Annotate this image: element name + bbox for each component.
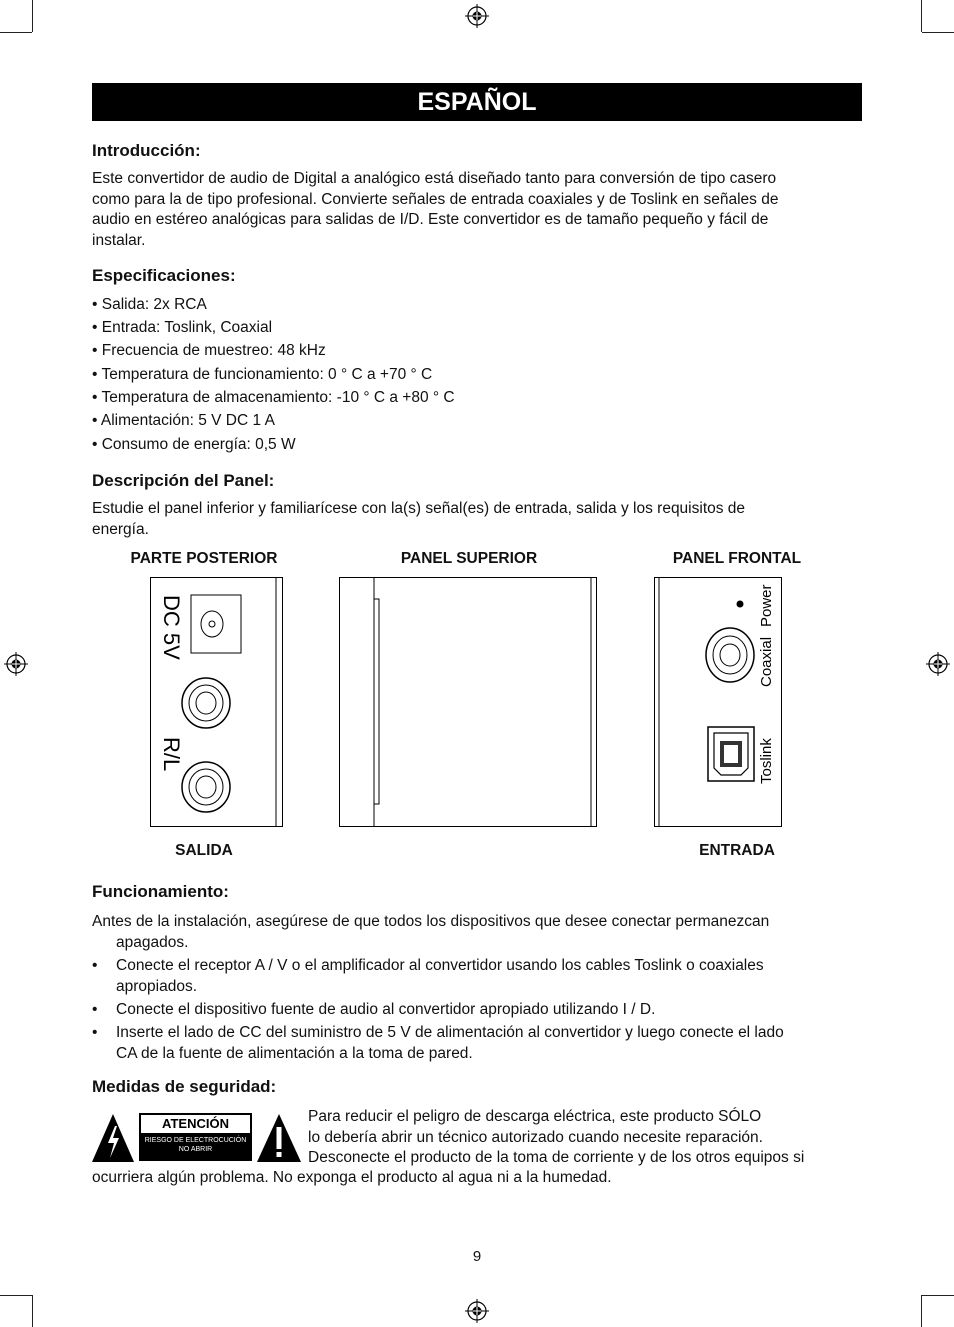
crop-mark <box>0 1295 32 1296</box>
spec-item: • Temperatura de funcionamiento: 0 ° C a +70 ° C <box>92 366 433 383</box>
specs-heading: Especificaciones: <box>92 266 236 285</box>
crop-mark <box>32 1295 33 1327</box>
front-panel-label: PANEL FRONTAL <box>672 550 802 567</box>
intro-line: instalar. <box>92 231 146 249</box>
language-banner: ESPAÑOL <box>92 83 862 121</box>
crop-mark <box>921 1295 922 1327</box>
safety-paragraph <box>308 1107 868 1169</box>
crop-mark <box>0 32 32 33</box>
registration-mark-icon <box>4 652 28 676</box>
safety-last-line: ocurriera algún problema. No exponga el producto al agua ni a la humedad. <box>92 1169 612 1186</box>
exclamation-warning-icon <box>256 1113 302 1163</box>
coaxial-mark: Coaxial <box>758 636 775 687</box>
safety-line: Para reducir el peligro de descarga eléctrica, este producto SÓLO <box>308 1108 762 1125</box>
page-number: 9 <box>472 1248 482 1265</box>
registration-mark-icon <box>926 652 950 676</box>
panel-paragraph <box>92 499 862 540</box>
safety-heading: Medidas de seguridad: <box>92 1077 277 1096</box>
panel-line: energía. <box>92 520 149 538</box>
dc-input-mark: DC 5V <box>159 595 184 660</box>
operation-intro <box>92 911 862 953</box>
intro-paragraph <box>92 169 862 251</box>
power-led-icon <box>737 601 744 608</box>
spec-item: • Salida: 2x RCA <box>92 296 207 313</box>
front-panel-diagram <box>654 577 784 828</box>
crop-mark <box>921 0 922 32</box>
bullet-mark: • <box>92 1024 98 1041</box>
spec-item: • Entrada: Toslink, Coaxial <box>92 319 273 336</box>
power-mark: Power <box>758 584 775 627</box>
bullet-line: apropiados. <box>116 978 198 995</box>
registration-mark-icon <box>465 1299 489 1323</box>
intro-line: Este convertidor de audio de Digital a analógico está diseñado tanto para conversión de tipo casero <box>92 170 777 187</box>
crop-mark <box>922 1295 954 1296</box>
toslink-mark: Toslink <box>758 738 775 784</box>
bullet-mark: • <box>92 957 98 974</box>
bullet-mark: • <box>92 1001 98 1018</box>
crop-mark <box>922 32 954 33</box>
intro-line: audio en estéreo analógicas para salidas de I/D. Este convertidor es de tamaño pequeño y fácil de <box>92 211 769 228</box>
bullet-line: Inserte el lado de CC del suministro de 5 V de alimentación al convertidor y luego conecte el lado <box>116 1024 784 1041</box>
top-panel-label: PANEL SUPERIOR <box>400 550 538 567</box>
input-label: ENTRADA <box>699 842 775 859</box>
rear-panel-label: PARTE POSTERIOR <box>130 550 278 567</box>
operation-bullet <box>92 1022 862 1064</box>
caution-label-box <box>139 1113 252 1161</box>
lightning-warning-icon <box>91 1113 135 1163</box>
registration-mark-icon <box>465 4 489 28</box>
spec-item: • Temperatura de almacenamiento: -10 ° C a +80 ° C <box>92 389 455 406</box>
spec-item: • Consumo de energía: 0,5 W <box>92 436 296 453</box>
safety-line: Desconecte el producto de la toma de corriente y de los otros equipos si <box>308 1149 805 1166</box>
bullet-line: Conecte el receptor A / V o el amplificador al convertidor usando los cables Toslink o coaxiales <box>116 957 764 974</box>
rl-output-mark: R/L <box>159 737 184 772</box>
output-label: SALIDA <box>175 842 233 859</box>
bullet-line: Conecte el dispositivo fuente de audio al convertidor apropiado utilizando I / D. <box>116 1001 656 1018</box>
bullet-line: CA de la fuente de alimentación a la toma de pared. <box>116 1045 473 1062</box>
caution-subtitle: RIESGO DE ELECTROCUCIÓN <box>144 1137 247 1144</box>
operation-intro-line: Antes de la instalación, asegúrese de que todos los dispositivos que desee conectar permanezcan <box>92 913 770 930</box>
panel-heading: Descripción del Panel: <box>92 471 275 490</box>
operation-intro-line: apagados. <box>116 934 189 951</box>
panel-line: Estudie el panel inferior y familiarícese con la(s) señal(es) de entrada, salida y los requisitos de <box>92 500 746 517</box>
top-panel-diagram <box>339 577 599 828</box>
operation-heading: Funcionamiento: <box>92 882 229 901</box>
intro-heading: Introducción: <box>92 141 201 160</box>
operation-bullet <box>92 999 862 1020</box>
intro-line: como para la de tipo profesional. Convierte señales de entrada coaxiales y de Toslink en señales de <box>92 190 779 208</box>
spec-item: • Frecuencia de muestreo: 48 kHz <box>92 342 326 359</box>
operation-bullet <box>92 955 862 997</box>
caution-subtitle: NO ABRIR <box>178 1146 213 1153</box>
safety-line: lo debería abrir un técnico autorizado cuando necesite reparación. <box>308 1128 763 1146</box>
crop-mark <box>32 0 33 32</box>
caution-title: ATENCIÓN <box>141 1115 250 1133</box>
spec-item: • Alimentación: 5 V DC 1 A <box>92 412 275 429</box>
rear-panel-diagram <box>150 577 286 828</box>
